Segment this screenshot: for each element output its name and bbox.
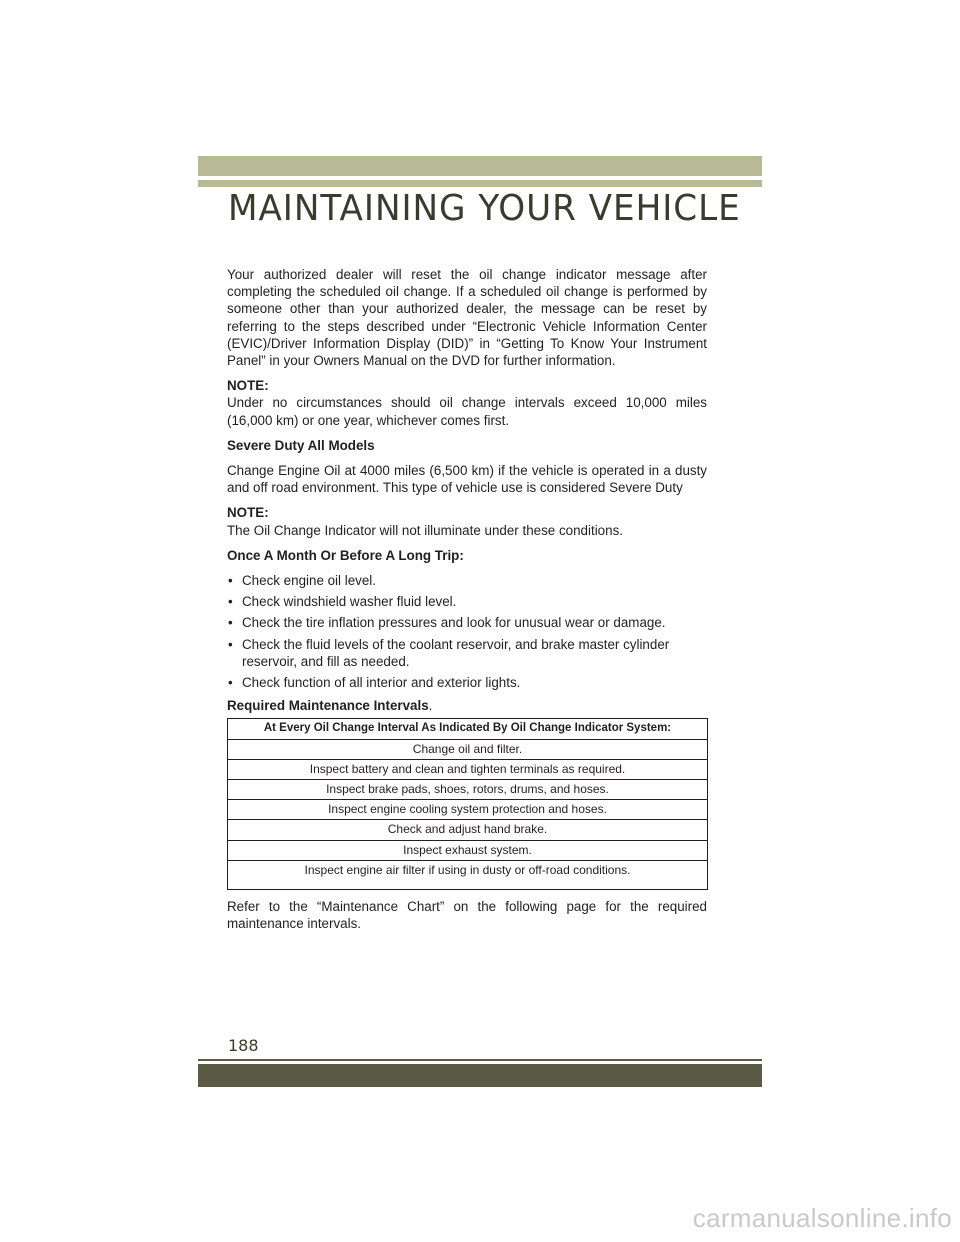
- table-row: Inspect engine air filter if using in dusty or off-road conditions.: [228, 860, 708, 889]
- list-item: • Check the tire inflation pressures and look for unusual wear or damage.: [227, 614, 707, 631]
- note-text: The Oil Change Indicator will not illuminate under these conditions.: [227, 522, 623, 538]
- required-intervals-line: [227, 697, 707, 714]
- required-intervals-punct: .: [428, 698, 433, 714]
- monthly-check-list: [227, 572, 707, 691]
- watermark-text: carmanualsonline.info: [692, 1203, 952, 1233]
- footer-decoration-bar: [198, 1064, 762, 1087]
- note-text: Under no circumstances should oil change intervals exceed 10,000 miles (16,000 km) or one year, whichever comes first.: [227, 395, 707, 428]
- intro-paragraph: Your authorized dealer will reset the oil change indicator message after completing the scheduled oil change. If a scheduled oil change is performed by someone other than your authorized dealer, the message can be reset by referring to the steps described under “Electronic Vehicle Information Center (EVIC)/Driver Information Display (DID)” in “Getting To Know Your Instrument Panel” in your Owners Manual on the DVD for further information.: [227, 267, 707, 369]
- section-title: MAINTAINING YOUR VEHICLE: [228, 188, 741, 229]
- table-row: Inspect battery and clean and tighten terminals as required.: [228, 759, 708, 779]
- header-decoration-bar: [198, 156, 762, 176]
- footer-decoration-line: [198, 1059, 762, 1061]
- page-content: [227, 266, 707, 940]
- list-item: • Check the fluid levels of the coolant reservoir, and brake master cylinder reservoir, and fill as needed.: [227, 636, 707, 670]
- page-number: 188: [228, 1036, 259, 1055]
- list-item: • Check function of all interior and exterior lights.: [227, 674, 707, 691]
- table-header: At Every Oil Change Interval As Indicated By Oil Change Indicator System:: [228, 719, 708, 739]
- maintenance-table: [227, 718, 708, 889]
- table-row: Inspect exhaust system.: [228, 840, 708, 860]
- required-intervals-heading: Required Maintenance Intervals: [227, 698, 429, 714]
- list-item: • Check windshield washer fluid level.: [227, 593, 707, 610]
- header-decoration-line: [198, 180, 762, 187]
- note-label: NOTE:: [227, 378, 269, 394]
- table-row: Inspect brake pads, shoes, rotors, drums, and hoses.: [228, 780, 708, 800]
- severe-duty-text: Change Engine Oil at 4000 miles (6,500 km) if the vehicle is operated in a dusty and off road environment. This type of vehicle use is considered Severe Duty: [227, 463, 707, 496]
- note-label: NOTE:: [227, 505, 269, 521]
- list-item: • Check engine oil level.: [227, 572, 707, 589]
- table-row: Inspect engine cooling system protection and hoses.: [228, 800, 708, 820]
- table-row: Check and adjust hand brake.: [228, 820, 708, 840]
- table-row: Change oil and filter.: [228, 739, 708, 759]
- severe-duty-heading: Severe Duty All Models: [227, 437, 375, 453]
- closing-paragraph: Refer to the “Maintenance Chart” on the following page for the required maintenance intervals.: [227, 898, 707, 932]
- monthly-check-heading: Once A Month Or Before A Long Trip:: [227, 547, 464, 563]
